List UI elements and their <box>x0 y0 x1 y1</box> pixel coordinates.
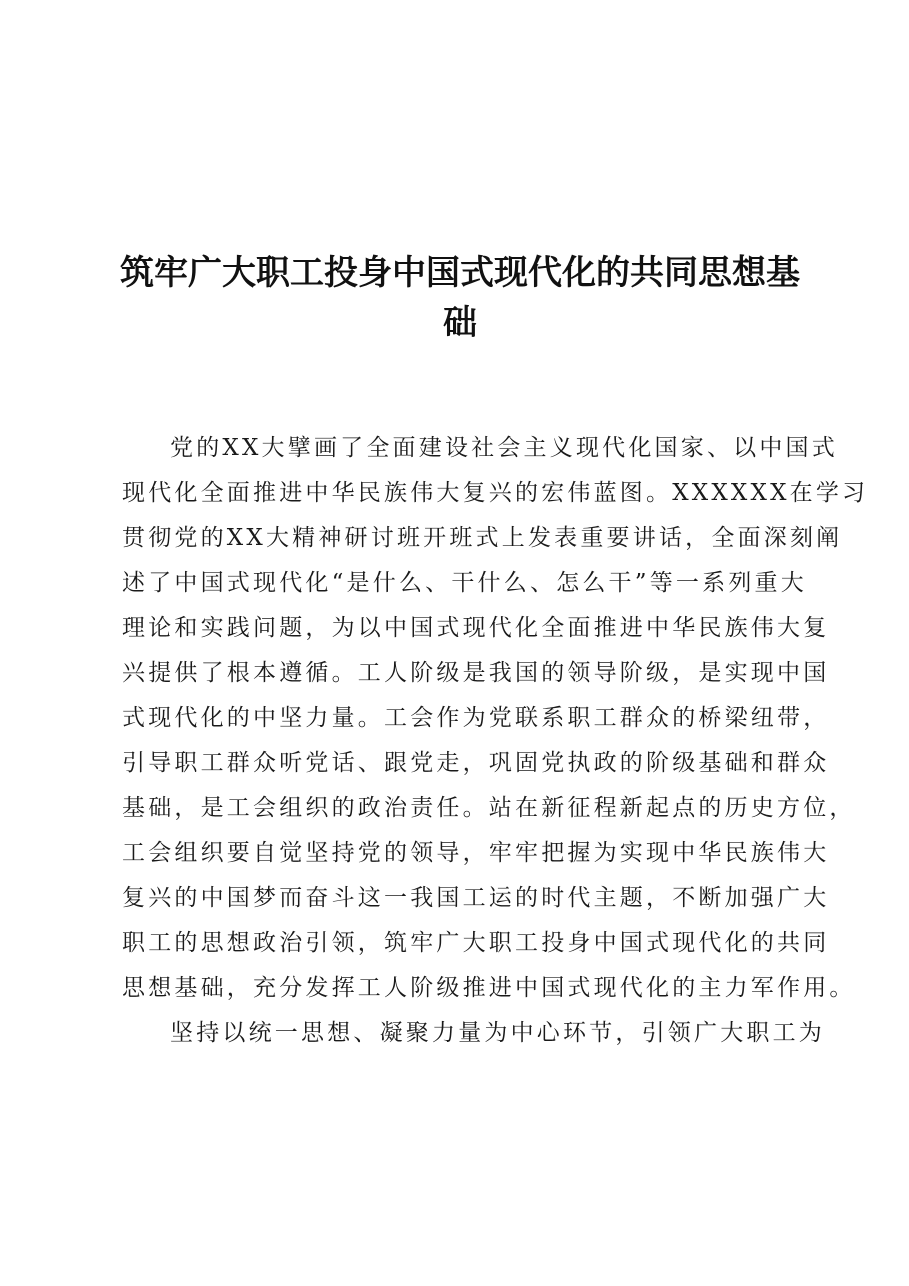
paragraph-line: 基础，是工会组织的政治责任。站在新征程新起点的历史方位， <box>122 795 856 821</box>
paragraph-line: 工会组织要自觉坚持党的领导，牢牢把握为实现中华民族伟大 <box>122 840 830 866</box>
paragraph <box>122 426 869 1011</box>
paragraph-line: 式现代化的中坚力量。工会作为党联系职工群众的桥梁纽带， <box>122 705 830 731</box>
paragraph-line: 引导职工群众听党话、跟党走，巩固党执政的阶级基础和群众 <box>122 750 830 776</box>
paragraph-line: 党的XX大擘画了全面建设社会主义现代化国家、以中国式 <box>170 435 838 461</box>
paragraph-line: 思想基础，充分发挥工人阶级推进中国式现代化的主力军作用。 <box>122 975 856 1001</box>
paragraph-line: 述了中国式现代化“是什么、干什么、怎么干”等一系列重大 <box>122 570 807 596</box>
paragraph-line: 复兴的中国梦而奋斗这一我国工运的时代主题，不断加强广大 <box>122 885 830 911</box>
paragraph-line: 坚持以统一思想、凝聚力量为中心环节，引领广大职工为 <box>170 1020 825 1046</box>
paragraph-line: 现代化全面推进中华民族伟大复兴的宏伟蓝图。XXXXXX在学习 <box>122 480 869 506</box>
paragraph-line: 职工的思想政治引领，筑牢广大职工投身中国式现代化的共同 <box>122 930 830 956</box>
paragraph-line: 兴提供了根本遵循。工人阶级是我国的领导阶级，是实现中国 <box>122 660 830 686</box>
title-line: 础 <box>443 303 477 343</box>
title-line: 筑牢广大职工投身中国式现代化的共同思想基 <box>120 253 800 293</box>
paragraph-line: 贯彻党的XX大精神研讨班开班式上发表重要讲话，全面深刻阐 <box>122 525 843 551</box>
paragraph-line: 理论和实践问题，为以中国式现代化全面推进中华民族伟大复 <box>122 615 830 641</box>
document-title <box>110 248 810 348</box>
paragraph <box>122 1011 825 1056</box>
document-body <box>122 426 869 1056</box>
